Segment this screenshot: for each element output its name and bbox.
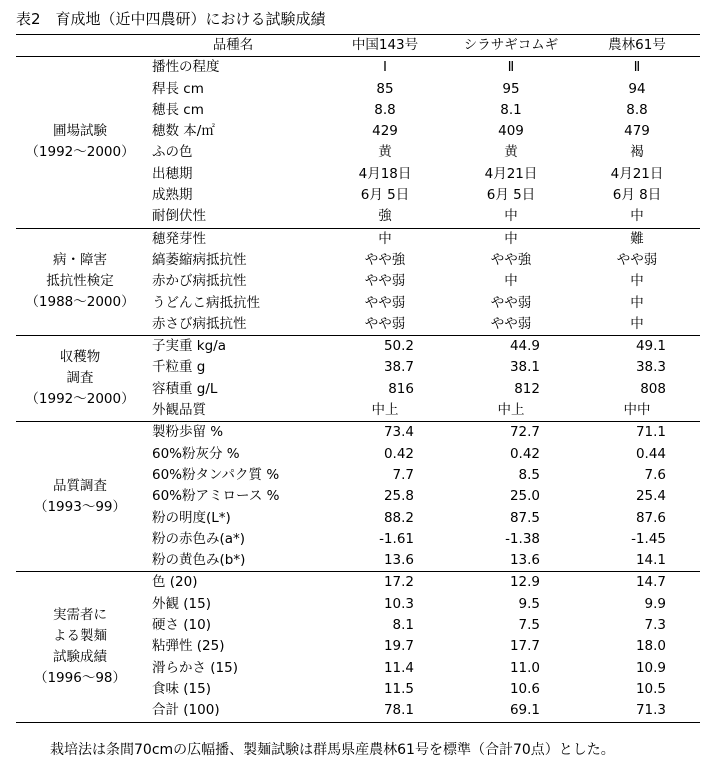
value-cell-variety-3: 25.4 (635, 488, 666, 505)
value-cell-variety-3: 49.1 (635, 338, 666, 355)
value-cell-variety-3: 14.1 (635, 552, 666, 569)
section-label (16, 57, 144, 228)
value-cell-variety-3: やや弱 (616, 251, 658, 268)
value-cell-variety-3: 18.0 (635, 638, 666, 655)
value-cell-variety-3: 808 (640, 380, 666, 397)
value-cell-variety-2: Ⅱ (507, 59, 515, 76)
value-cell-variety-1: やや強 (364, 251, 406, 268)
row-item-label: 赤さび病抵抗性 (152, 315, 247, 332)
value-cell-variety-1: 黄 (378, 144, 392, 161)
value-cell-variety-3: 94 (628, 80, 646, 97)
value-cell-variety-3: 中中 (623, 402, 651, 419)
value-cell-variety-2: 11.0 (509, 659, 540, 676)
value-cell-variety-2: 中 (504, 273, 518, 290)
value-cell-variety-3: Ⅱ (633, 59, 641, 76)
value-cell-variety-3: 中 (630, 315, 644, 332)
value-cell-variety-1: 25.8 (383, 488, 414, 505)
row-item-label: 出穂期 (152, 165, 193, 182)
value-cell-variety-3: 中 (630, 208, 644, 225)
row-item-label: 60%粉タンパク質 % (152, 466, 280, 483)
value-cell-variety-2: 95 (502, 80, 520, 97)
table-section (16, 57, 700, 228)
section-label-line: （1992〜2000） (25, 391, 135, 408)
row-item-label: 播性の程度 (152, 59, 220, 76)
value-cell-variety-1: 816 (388, 380, 414, 397)
value-cell-variety-1: 38.7 (383, 359, 414, 376)
value-cell-variety-1: Ⅰ (383, 59, 387, 76)
value-cell-variety-1: 73.4 (383, 424, 414, 441)
value-cell-variety-1: やや弱 (364, 315, 406, 332)
section-label-line: 圃場試験 (53, 123, 107, 140)
value-cell-variety-3: 71.1 (635, 424, 666, 441)
value-cell-variety-1: 17.2 (383, 574, 414, 591)
value-cell-variety-2: -1.38 (505, 530, 540, 547)
section-label-line: よる製麺 (53, 627, 107, 644)
header-variety-2: シラサギコムギ (463, 37, 559, 53)
row-item-label: 穂発芽性 (152, 230, 206, 247)
value-cell-variety-1: 10.3 (383, 595, 414, 612)
value-cell-variety-2: やや強 (490, 251, 532, 268)
value-cell-variety-2: 69.1 (509, 702, 540, 719)
section-label (16, 572, 144, 722)
value-cell-variety-2: 中 (504, 208, 518, 225)
value-cell-variety-2: 17.7 (509, 638, 540, 655)
row-item-label: 粘弾性 (25) (152, 638, 225, 655)
section-label-line: 収穫物 (59, 349, 101, 366)
value-cell-variety-3: 中 (630, 294, 644, 311)
value-cell-variety-1: 11.5 (383, 680, 414, 697)
table-row (16, 228, 700, 250)
value-cell-variety-1: 19.7 (383, 638, 414, 655)
value-cell-variety-1: 88.2 (383, 509, 414, 526)
value-cell-variety-1: 強 (378, 208, 392, 225)
value-cell-variety-1: 中 (378, 230, 392, 247)
header-variety-1: 中国143号 (351, 37, 419, 53)
value-cell-variety-1: 78.1 (383, 702, 414, 719)
value-cell-variety-2: 87.5 (509, 509, 540, 526)
value-cell-variety-2: 44.9 (509, 338, 540, 355)
table-section (16, 572, 700, 722)
row-item-label: 容積重 g/L (152, 380, 218, 397)
value-cell-variety-2: 0.42 (509, 445, 540, 462)
test-results-table (16, 34, 700, 723)
table-section (16, 228, 700, 335)
footnote: 栽培法は条間70cmの広幅播、製麺試験は群馬県産農林61号を標準（合計70点）とした。 (50, 742, 615, 758)
value-cell-variety-1: やや弱 (364, 294, 406, 311)
section-label-line: （1993〜99） (33, 498, 127, 515)
value-cell-variety-3: 難 (630, 230, 644, 247)
row-item-label: 縞萎縮病抵抗性 (152, 251, 247, 268)
row-item-label: 食味 (15) (152, 680, 212, 697)
value-cell-variety-2: 25.0 (509, 488, 540, 505)
value-cell-variety-2: 9.5 (518, 595, 540, 612)
section-label-line: 実需者に (53, 606, 107, 623)
row-item-label: 粉の明度(L*) (152, 509, 231, 526)
section-label-line: 抵抗性検定 (46, 273, 114, 290)
row-item-label: うどんこ病抵抗性 (152, 294, 260, 311)
header-item-label: 品種名 (212, 37, 254, 53)
row-item-label: 製粉歩留 % (152, 424, 224, 441)
table-row (16, 336, 700, 358)
value-cell-variety-2: 409 (498, 123, 524, 140)
row-item-label: 稈長 cm (152, 80, 204, 97)
value-cell-variety-2: やや弱 (490, 315, 532, 332)
value-cell-variety-3: 71.3 (635, 702, 666, 719)
value-cell-variety-3: 4月21日 (610, 165, 664, 182)
row-item-label: 耐倒伏性 (152, 208, 206, 225)
section-label (16, 422, 144, 572)
value-cell-variety-3: -1.45 (631, 530, 666, 547)
value-cell-variety-2: 38.1 (509, 359, 540, 376)
value-cell-variety-3: 7.6 (644, 466, 666, 483)
table-row (16, 57, 700, 79)
header-group-cell (16, 35, 144, 57)
table-row (16, 572, 700, 594)
value-cell-variety-1: 429 (372, 123, 398, 140)
value-cell-variety-3: 10.9 (635, 659, 666, 676)
row-item-label: 成熟期 (152, 187, 193, 204)
value-cell-variety-3: 7.3 (644, 617, 666, 634)
table-section (16, 336, 700, 422)
row-item-label: 外観 (15) (152, 595, 212, 612)
row-item-label: 穂数 本/㎡ (152, 123, 215, 140)
section-label-line: （1992〜2000） (25, 144, 135, 161)
row-item-label: ふの色 (152, 144, 193, 161)
row-item-label: 穂長 cm (152, 101, 204, 118)
value-cell-variety-2: 8.1 (500, 101, 522, 118)
value-cell-variety-1: やや弱 (364, 273, 406, 290)
value-cell-variety-3: 8.8 (626, 101, 648, 118)
row-item-label: 粉の赤色み(a*) (152, 530, 246, 547)
row-item-label: 硬さ (10) (152, 617, 212, 634)
value-cell-variety-2: 中 (504, 230, 518, 247)
value-cell-variety-2: 中上 (497, 402, 525, 419)
value-cell-variety-3: 6月 8日 (612, 187, 662, 204)
value-cell-variety-1: 8.1 (392, 617, 414, 634)
section-label-line: 調査 (66, 370, 94, 387)
value-cell-variety-3: 褐 (630, 144, 644, 161)
value-cell-variety-2: 812 (514, 380, 540, 397)
value-cell-variety-1: 13.6 (383, 552, 414, 569)
table-section (16, 422, 700, 572)
table-title: 表2 育成地（近中四農研）における試験成績 (16, 10, 326, 28)
value-cell-variety-3: 中 (630, 273, 644, 290)
value-cell-variety-3: 0.44 (635, 445, 666, 462)
section-label-line: （1996〜98） (33, 669, 127, 686)
value-cell-variety-2: 6月 5日 (486, 187, 536, 204)
row-item-label: 滑らかさ (15) (152, 659, 239, 676)
section-label (16, 228, 144, 335)
row-item-label: 外観品質 (152, 402, 206, 419)
row-item-label: 子実重 kg/a (152, 338, 226, 355)
value-cell-variety-2: 72.7 (509, 424, 540, 441)
row-item-label: 千粒重 g (152, 359, 206, 376)
value-cell-variety-2: 4月21日 (484, 165, 538, 182)
row-item-label: 色 (20) (152, 574, 198, 591)
row-item-label: 60%粉灰分 % (152, 445, 240, 462)
value-cell-variety-2: 13.6 (509, 552, 540, 569)
table-row (16, 422, 700, 444)
value-cell-variety-1: 4月18日 (358, 165, 412, 182)
value-cell-variety-1: 50.2 (383, 338, 414, 355)
value-cell-variety-3: 479 (624, 123, 650, 140)
value-cell-variety-1: 85 (376, 80, 394, 97)
value-cell-variety-2: 10.6 (509, 680, 540, 697)
row-item-label: 粉の黄色み(b*) (152, 552, 246, 569)
value-cell-variety-1: 7.7 (392, 466, 414, 483)
row-item-label: 60%粉アミロース % (152, 488, 280, 505)
value-cell-variety-3: 38.3 (635, 359, 666, 376)
value-cell-variety-2: やや弱 (490, 294, 532, 311)
value-cell-variety-1: 8.8 (374, 101, 396, 118)
value-cell-variety-2: 7.5 (518, 617, 540, 634)
section-label-line: 試験成績 (53, 648, 107, 665)
value-cell-variety-1: -1.61 (379, 530, 414, 547)
section-label-line: 品質調査 (53, 477, 107, 494)
row-item-label: 赤かび病抵抗性 (152, 273, 247, 290)
value-cell-variety-3: 14.7 (635, 574, 666, 591)
value-cell-variety-1: 0.42 (383, 445, 414, 462)
value-cell-variety-1: 6月 5日 (360, 187, 410, 204)
value-cell-variety-3: 9.9 (644, 595, 666, 612)
header-variety-3: 農林61号 (608, 37, 666, 53)
value-cell-variety-2: 黄 (504, 144, 518, 161)
value-cell-variety-3: 10.5 (635, 680, 666, 697)
row-item-label: 合計 (100) (152, 702, 220, 719)
section-label-line: 病・障害 (53, 252, 107, 269)
value-cell-variety-3: 87.6 (635, 509, 666, 526)
section-label-line: （1988〜2000） (25, 294, 135, 311)
value-cell-variety-2: 8.5 (518, 466, 540, 483)
value-cell-variety-1: 中上 (371, 402, 399, 419)
value-cell-variety-1: 11.4 (383, 659, 414, 676)
header-row (16, 35, 700, 57)
value-cell-variety-2: 12.9 (509, 574, 540, 591)
section-label (16, 336, 144, 422)
